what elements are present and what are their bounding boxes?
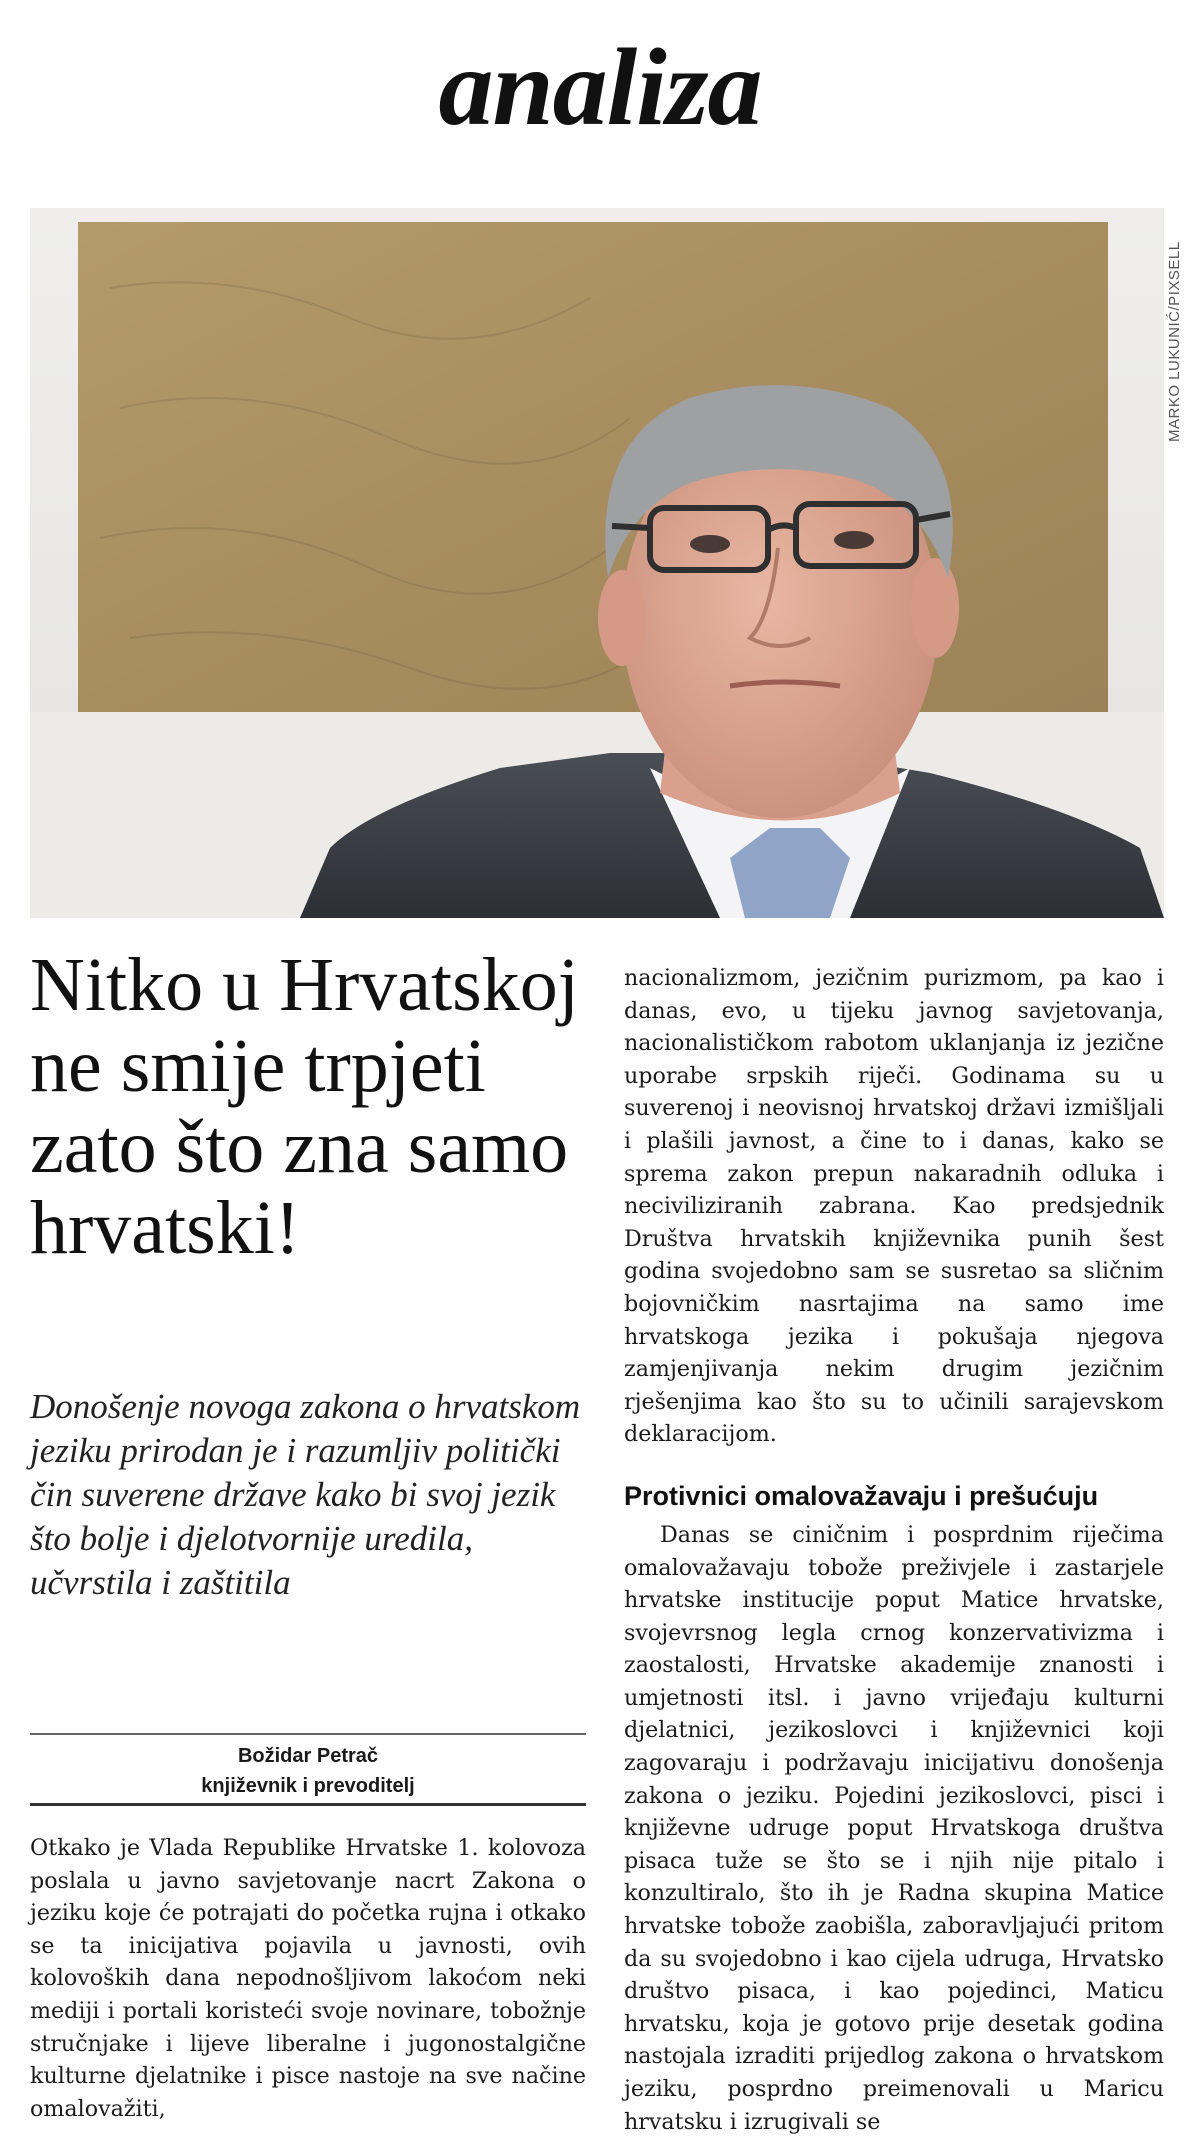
article-headline: Nitko u Hrvatskoj ne smije trpjeti zato što zna samo hrvatski! [30,943,579,1270]
article-lead: Donošenje novoga zakona o hrvatskom jeziku prirodan je i razumljiv politički čin suverene države kako bi svoj jezik što bolje i djelotvornije uredila, učvrstila i zaštitila [30,1387,581,1602]
byline [30,1733,586,1806]
section-title: analiza [438,26,762,148]
subheading: Protivnici omalovažavaju i prešućuju [624,1480,1099,1511]
body-paragraph: nacionalizmom, jezičnim purizmom, pa kao i danas, evo, u tijeku javnog savjetovanja, nacionalističkom rabotom uklanjanja iz jezične uporabe srpskih riječi. Godinama su u suverenoj i neovisnoj hrvatskoj državi izmišljali i plašili javnost, a čine to i danas, kako se sprema zakon prepun nakaradnih odluka i neciviliziranih zabrana. Kao predsjednik Društva hrvatskih književnika punih šest godina svojedobno sam se susretao sa sličnim bojovničkim nasrtajima na samo ime hrvatskoga jezika i pokušaja njegova zamjenjivanja nekim drugim jezičnim rješenjima kao što su to učinili sarajevskom deklaracijom. [624,965,1164,1448]
body-column-left [30,1832,586,2125]
body-column-right [624,962,1164,2138]
photo-credit: MARKO LUKUNIĆ/PIXSELL [1166,241,1183,442]
author-name: Božidar Petrač [237,1745,379,1767]
body-paragraph: Danas se ciničnim i posprdnim riječima omalovažavaju tobože preživjele i zastarjele hrvatske institucije poput Matice hrvatske, svojevrsnog legla crnog konzervativizma i zaostalosti, Hrvatske akademije znanosti i umjetnosti itsl. i javno vrijeđaju kulturni djelatnici, jezikoslovci i književnici koji zagovaraju i podržavaju inicijativu donošenja zakona o jeziku. Pojedini jezikoslovci, pisci i književne udruge poput Hrvatskoga društva pisaca tuže se što se i njih nije pitalo i konzultiralo, što ih je Radna skupina Matice hrvatske tobože zaobišla, zaboravljajući pritom da su svojedobno i kao cijela udruga, Hrvatsko društvo pisaca, i kao pojedinci, Maticu hrvatsku, koja je gotovo prije desetak godina nastojala izraditi prijedlog zakona o hrvatskom jeziku, posprdno preimenovali u Maricu hrvatsku i izrugivali se [624,1521,1164,2135]
article-photo [30,208,1164,918]
author-role: književnik i prevoditelj [201,1775,415,1797]
portrait-illustration [30,208,1164,918]
body-paragraph: Otkako je Vlada Republike Hrvatske 1. kolovoza poslala u javno savjetovanje nacrt Zakona o jeziku koje će potrajati do početka rujna i otkako se ta inicijativa pojavila u javnosti, ovih kolovoških dana nepodnošljivom lakoćom neki mediji i portali koristeći svoje novinare, tobožnje stručnjake i lijeve liberalne i jugonostalgične kulturne djelatnike i pisce nastoje na sve načine omalovažiti, [30,1835,586,2122]
